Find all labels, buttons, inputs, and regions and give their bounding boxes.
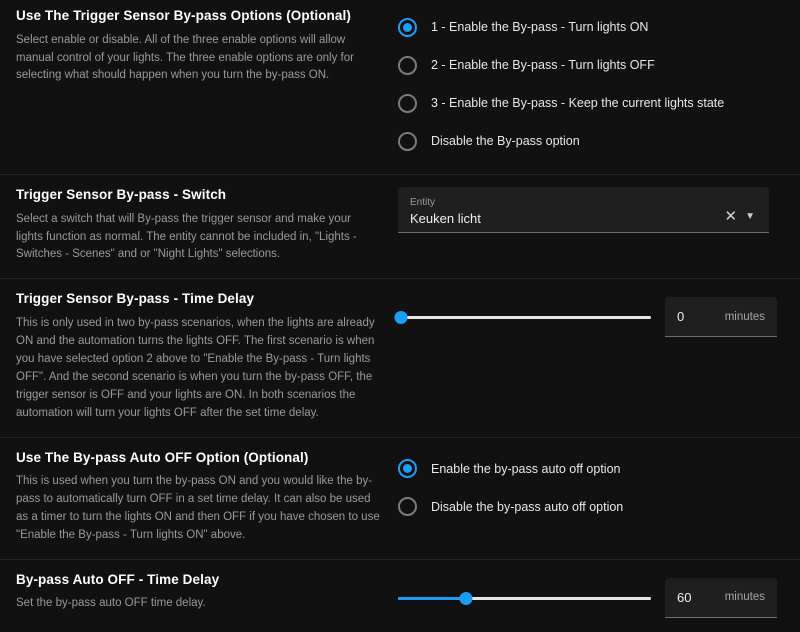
entity-picker-fields <box>410 197 721 226</box>
section-title: By-pass Auto OFF - Time Delay <box>16 571 220 587</box>
radio-option-label: Disable the By-pass option <box>431 134 580 148</box>
time-delay-number-field[interactable] <box>665 297 777 337</box>
slider-row <box>398 572 784 618</box>
section-text-block <box>16 6 398 85</box>
number-value[interactable]: 0 <box>677 309 685 325</box>
radio-button-icon[interactable] <box>398 94 417 113</box>
radio-button-icon[interactable] <box>398 132 417 151</box>
radio-button-icon[interactable] <box>398 497 417 516</box>
number-value[interactable]: 60 <box>677 589 692 605</box>
section-text-block <box>16 289 398 422</box>
entity-picker-wrapper <box>398 185 784 233</box>
number-unit-label: minutes <box>724 591 765 604</box>
entity-field-value[interactable]: Keuken licht <box>410 211 481 226</box>
section-description: Set the by-pass auto OFF time delay. <box>16 597 206 610</box>
radio-group-bypass-options <box>398 6 784 160</box>
auto-off-number-field[interactable] <box>665 578 777 618</box>
radio-option-label: 2 - Enable the By-pass - Turn lights OFF <box>431 58 655 72</box>
number-unit-label: minutes <box>724 310 765 323</box>
time-delay-slider[interactable] <box>398 308 651 326</box>
section-description: This is used when you turn the by-pass ON and you would like the by-pass to automatically turn OFF in a set time delay. It can also be used as a timer to turn the lights ON and then OFF if you have chosen to use "Enable the By-pass - Turn lights ON" above. <box>16 475 380 541</box>
section-bypass-switch <box>0 175 800 279</box>
radio-option-enable-auto-off[interactable] <box>398 450 784 488</box>
radio-option-disable[interactable] <box>398 122 784 160</box>
radio-button-icon[interactable] <box>398 459 417 478</box>
auto-off-slider[interactable] <box>398 589 651 607</box>
section-description: Select enable or disable. All of the three enable options will allow manual control of your lights. The three enable options are only for selecting what should happen when you turn the by-pass ON. <box>16 33 354 82</box>
slider-thumb[interactable] <box>395 311 408 324</box>
section-auto-off-time-delay <box>0 560 800 632</box>
radio-group-auto-off <box>398 448 784 526</box>
slider-row <box>398 291 784 337</box>
section-bypass-time-delay <box>0 279 800 437</box>
section-bypass-auto-off-option <box>0 438 800 560</box>
radio-button-icon[interactable] <box>398 18 417 37</box>
radio-option-3[interactable] <box>398 84 784 122</box>
slider-track-fill <box>398 597 466 600</box>
radio-button-icon[interactable] <box>398 56 417 75</box>
clear-icon[interactable]: ✕ <box>724 208 738 225</box>
section-text-block <box>16 570 398 614</box>
section-title: Trigger Sensor By-pass - Time Delay <box>16 291 255 307</box>
radio-option-label: Enable the by-pass auto off option <box>431 461 621 476</box>
section-text-block <box>16 185 398 264</box>
radio-option-label: Disable the by-pass auto off option <box>431 499 624 514</box>
slider-thumb[interactable] <box>460 592 473 605</box>
section-trigger-sensor-bypass-options <box>0 0 800 175</box>
section-text-block <box>16 448 398 545</box>
section-title: Trigger Sensor By-pass - Switch <box>16 187 227 202</box>
section-description: This is only used in two by-pass scenarios, when the lights are already ON and the automation turns the lights OFF. The first scenario is when you have selected option 2 above to "Enable the By-pass - Turn lights OFF". And the second scenario is when you turn the by-pass OFF, the trigger sensor is OFF and your lights are ON. In both scenarios the automation will turn your lights OFF after the set time delay. <box>16 316 375 419</box>
section-title: Use The Trigger Sensor By-pass Options (Optional) <box>16 8 351 23</box>
radio-option-label: 3 - Enable the By-pass - Keep the current lights state <box>431 96 725 110</box>
radio-option-2[interactable] <box>398 46 784 84</box>
section-title: Use The By-pass Auto OFF Option (Optional) <box>16 449 309 465</box>
radio-option-1[interactable] <box>398 8 784 46</box>
auto-off-time-delay-control <box>398 570 784 618</box>
radio-option-disable-auto-off[interactable] <box>398 488 784 526</box>
time-delay-control <box>398 289 784 337</box>
entity-picker[interactable] <box>398 187 769 233</box>
entity-field-label: Entity <box>410 197 436 208</box>
slider-track <box>398 316 651 319</box>
chevron-down-icon[interactable]: ▼ <box>745 211 755 222</box>
radio-option-label: 1 - Enable the By-pass - Turn lights ON <box>431 20 649 34</box>
section-description: Select a switch that will By-pass the trigger sensor and make your lights function as normal. The entity cannot be included in, "Lights - Switches - Scenes" and or "Night Lights" selections. <box>16 212 357 261</box>
